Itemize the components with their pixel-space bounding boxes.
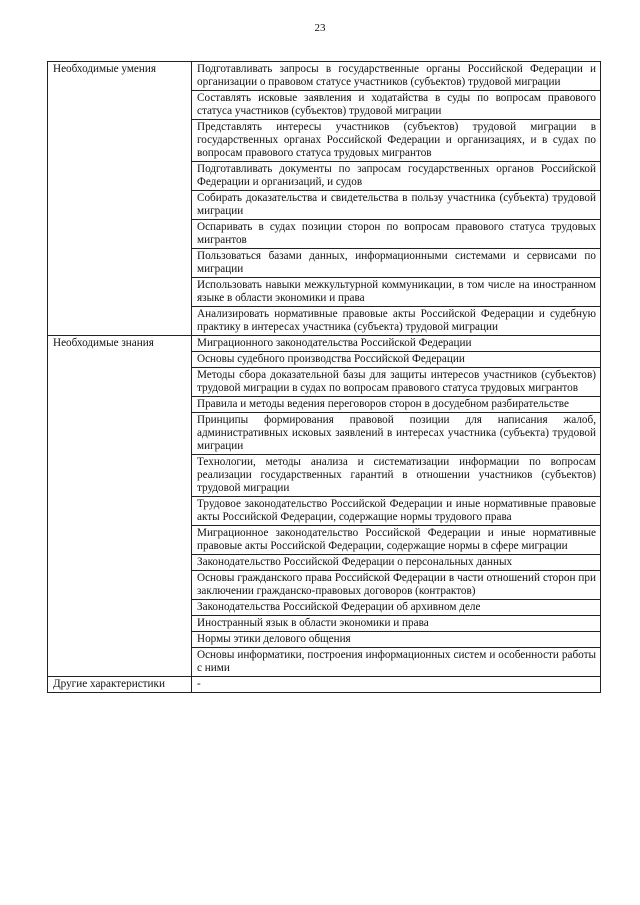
list-item: Использовать навыки межкультурной коммуникации, в том числе на иностранном языке в области экономики и права [192, 277, 600, 306]
list-item: Пользоваться базами данных, информационными системами и сервисами по миграции [192, 248, 600, 277]
list-item: Представлять интересы участников (субъектов) трудовой миграции в государственных органах Российской Федерации и организациях, и в судах по вопросам правового статуса трудовых мигрантов [192, 119, 600, 161]
knowledge-list [192, 336, 601, 677]
list-item: Технологии, методы анализа и систематизации информации по вопросам реализации государственных гарантий в отношении участников (субъектов) трудовой миграции [192, 454, 600, 496]
list-item: Основы информатики, построения информационных систем и особенности работы с ними [192, 647, 600, 676]
table-row-other [48, 677, 601, 693]
list-item: Основы судебного производства Российской Федерации [192, 351, 600, 367]
list-item: Законодательство Российской Федерации о персональных данных [192, 554, 600, 570]
list-item: - [197, 678, 201, 690]
list-item: Подготавливать документы по запросам государственных органов Российской Федерации и организаций, и судов [192, 161, 600, 190]
list-item: Принципы формирования правовой позиции для написания жалоб, административных исковых заявлений в интересах участника (субъекта) трудовой миграции [192, 412, 600, 454]
list-item: Правила и методы ведения переговоров сторон в досудебном разбирательстве [192, 396, 600, 412]
section-label-knowledge: Необходимые знания [48, 336, 192, 677]
page-number: 23 [314, 22, 326, 34]
list-item: Миграционного законодательства Российской Федерации [197, 337, 472, 349]
list-item: Анализировать нормативные правовые акты Российской Федерации и судебную практику в интересах участника (субъекта) трудовой миграции [192, 306, 600, 335]
requirements-table [47, 61, 601, 693]
list-item: Оспаривать в судах позиции сторон по вопросам правового статуса трудовых мигрантов [192, 219, 600, 248]
skills-list [192, 62, 601, 336]
list-item: Основы гражданского права Российской Федерации в части отношений сторон при заключении гражданско-правовых договоров (контрактов) [192, 570, 600, 599]
list-item: Нормы этики делового общения [192, 631, 600, 647]
other-list [192, 677, 601, 693]
section-label-other: Другие характеристики [48, 677, 192, 693]
list-item: Собирать доказательства и свидетельства в пользу участника (субъекта) трудовой миграции [192, 190, 600, 219]
list-item: Составлять исковые заявления и ходатайства в суды по вопросам правового статуса участников (субъектов) трудовой миграции [192, 90, 600, 119]
list-item: Подготавливать запросы в государственные органы Российской Федерации и организации о правовом статусе участников (субъектов) трудовой миграции [197, 63, 596, 88]
table-row-skills [48, 62, 601, 336]
list-item: Миграционное законодательство Российской Федерации и иные нормативные правовые акты Российской Федерации, содержащие нормы в сфере миграции [192, 525, 600, 554]
table-row-knowledge [48, 336, 601, 677]
list-item: Иностранный язык в области экономики и права [192, 615, 600, 631]
list-item: Трудовое законодательство Российской Федерации и иные нормативные правовые акты Российской Федерации, содержащие нормы трудового права [192, 496, 600, 525]
list-item: Методы сбора доказательной базы для защиты интересов участников (субъектов) трудовой миграции в судах по вопросам правового статуса трудовых мигрантов [192, 367, 600, 396]
list-item: Законодательства Российской Федерации об архивном деле [192, 599, 600, 615]
section-label-skills: Необходимые умения [48, 62, 192, 336]
